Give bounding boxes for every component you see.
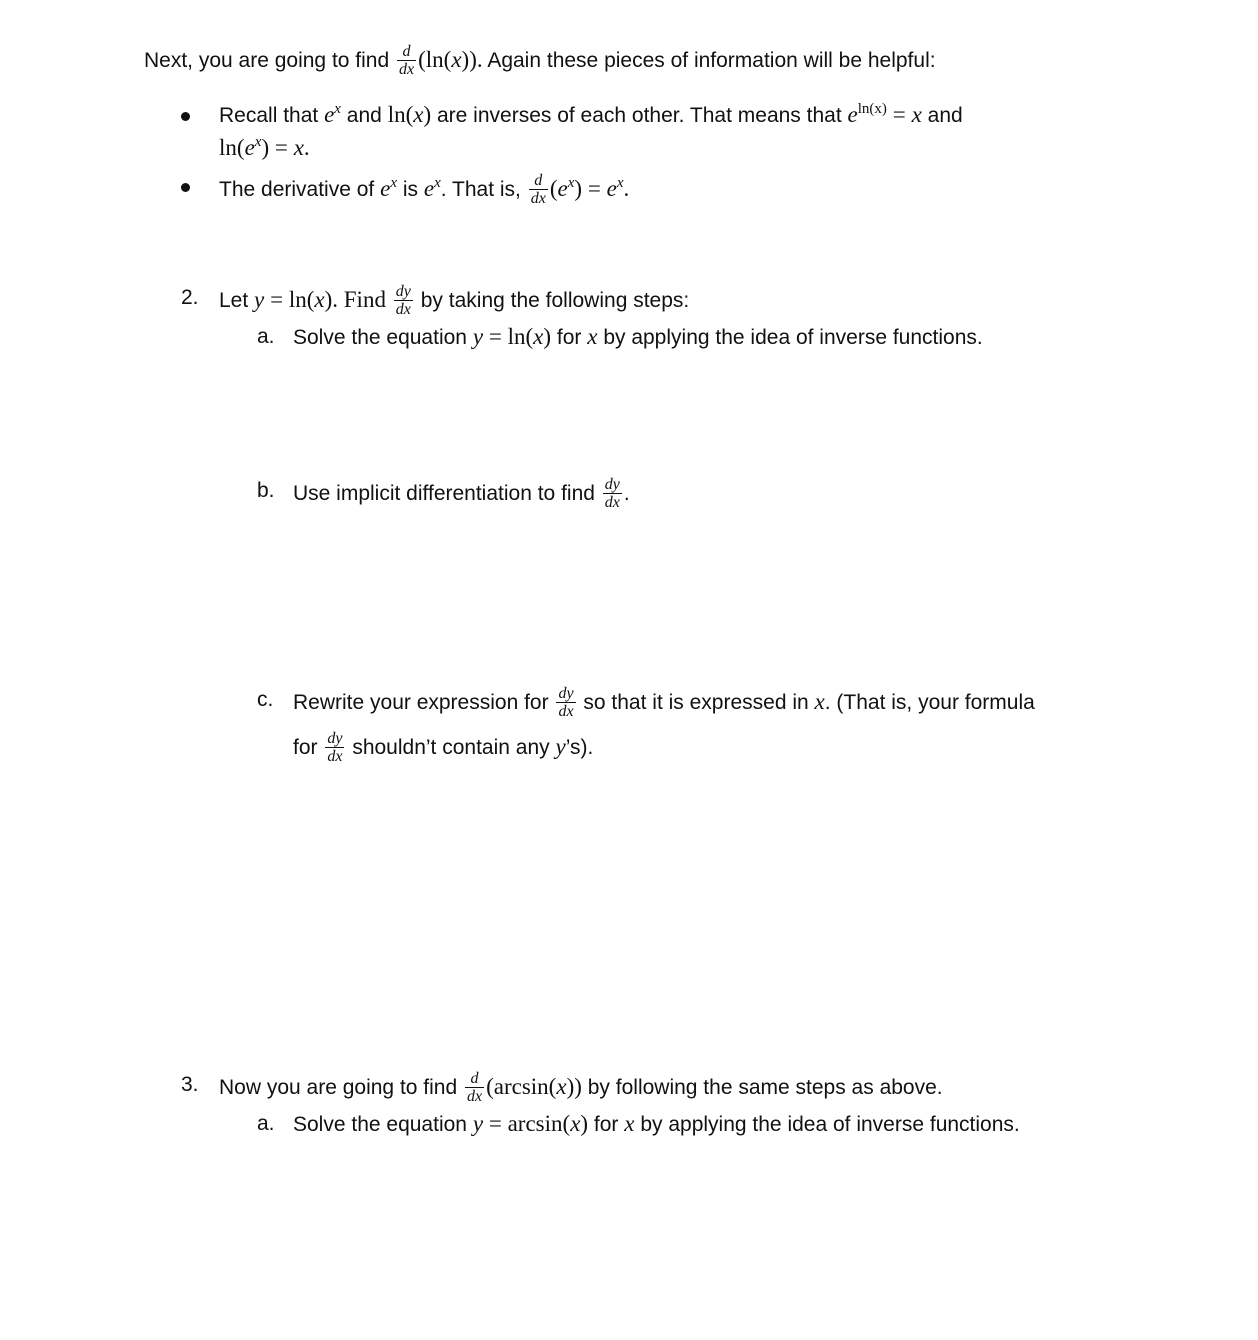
dy-dx-fraction: $\frac{dy}{dx}$ (395, 283, 411, 318)
intro-line: Next, you are going to find $\frac{d}{dx}$ (ln(x)). Again these pieces of information will be helpful: (144, 43, 936, 78)
question-2-number: 2. (181, 286, 199, 309)
question-2-text: Let y = ln(x). Find $\frac{dy}{dx}$ by taking the following steps: (219, 283, 690, 318)
bullet-icon (181, 112, 190, 121)
question-3-number: 3. (181, 1073, 199, 1096)
bullet-icon (181, 183, 190, 192)
derivative-operator: $\frac{d}{dx}$ (530, 172, 546, 207)
dy-dx-fraction: $\frac{dy}{dx}$ (604, 476, 620, 511)
derivative-operator: $\frac{d}{dx}$ (467, 1070, 483, 1105)
dy-dx-fraction: $\frac{dy}{dx}$ (558, 685, 574, 720)
question-3-text: Now you are going to find $\frac{d}{dx}$ (arcsin(x)) by following the same steps as above. (219, 1070, 943, 1105)
question-2c-label: c. (257, 688, 274, 711)
derivative-operator: $\frac{d}{dx}$ (399, 43, 415, 78)
question-2c-text-line1: Rewrite your expression for $\frac{dy}{dx}$ so that it is expressed in x. (That is, your formula (293, 685, 1035, 720)
question-3a-label: a. (257, 1112, 275, 1135)
question-2a-label: a. (257, 325, 275, 348)
question-2b-label: b. (257, 479, 275, 502)
question-2c-text-line2: for $\frac{dy}{dx}$ shouldn’t contain any y’s). (293, 730, 594, 765)
bullet-derivative-line: The derivative of $e^x$ is $e^x$. That is, $\frac{d}{dx}$ $(e^x) = e^x$. (219, 172, 630, 207)
bullet-inverses-line1: Recall that $e^x$ and ln(x) are inverses of each other. That means that $e^{ln(x)} = x$ and (219, 101, 963, 127)
question-3a-text: Solve the equation y = arcsin(x) for x by applying the idea of inverse functions. (293, 1111, 1020, 1136)
bullet-inverses-line2: $\ln(e^x) = x$. (219, 134, 310, 160)
dy-dx-fraction: $\frac{dy}{dx}$ (327, 730, 343, 765)
question-2b-text: Use implicit differentiation to find $\frac{dy}{dx}$ . (293, 476, 630, 511)
question-2a-text: Solve the equation y = ln(x) for x by applying the idea of inverse functions. (293, 324, 983, 349)
